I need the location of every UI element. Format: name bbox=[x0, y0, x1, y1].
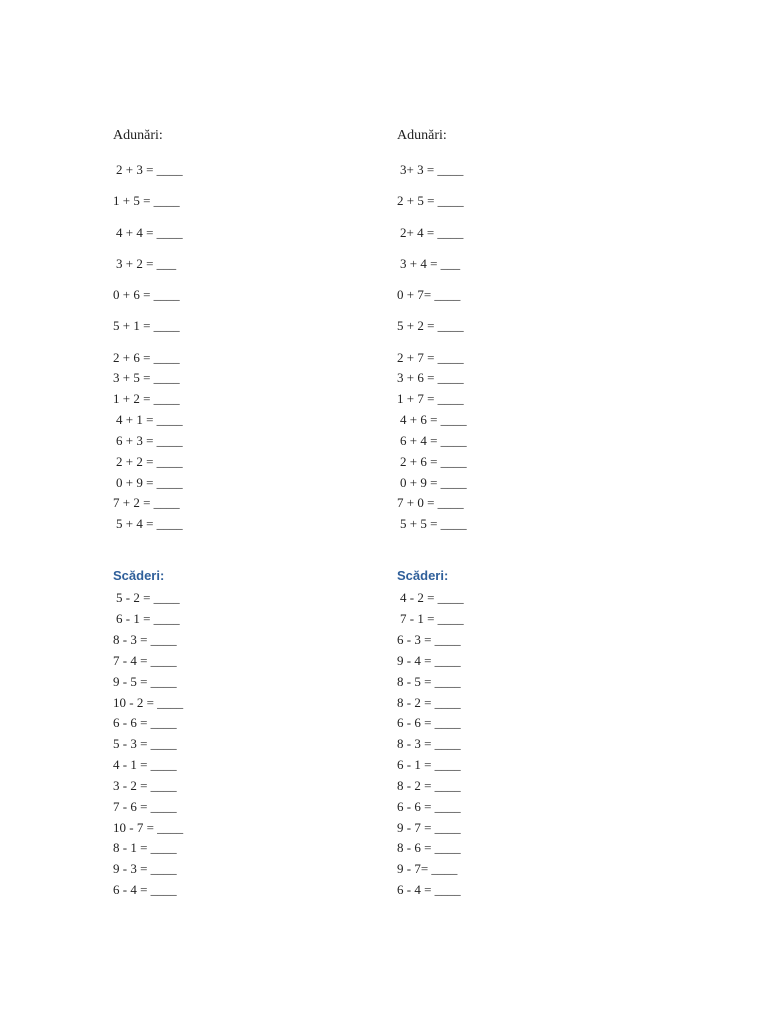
subtraction-exercise: 5 - 3 = ____ bbox=[113, 736, 177, 751]
addition-exercise: 3 + 2 = ___ bbox=[116, 256, 177, 271]
addition-heading: Adunări: bbox=[397, 128, 447, 143]
addition-exercise: 2 + 6 = ____ bbox=[400, 454, 467, 469]
addition-exercise: 3 + 4 = ___ bbox=[400, 256, 461, 271]
subtraction-exercise: 4 - 1 = ____ bbox=[113, 757, 177, 772]
addition-exercise: 0 + 9 = ____ bbox=[400, 475, 467, 490]
addition-exercise: 6 + 3 = ____ bbox=[116, 433, 183, 448]
subtraction-exercise: 3 - 2 = ____ bbox=[113, 778, 177, 793]
subtraction-exercise: 7 - 6 = ____ bbox=[113, 799, 177, 814]
subtraction-exercise: 9 - 4 = ____ bbox=[397, 653, 461, 668]
addition-exercise: 4 + 1 = ____ bbox=[116, 412, 183, 427]
subtraction-exercise: 7 - 4 = ____ bbox=[113, 653, 177, 668]
subtraction-exercise: 6 - 4 = ____ bbox=[113, 882, 177, 897]
subtraction-exercise: 6 - 6 = ____ bbox=[113, 715, 177, 730]
left-column bbox=[113, 0, 373, 1024]
subtraction-exercise: 6 - 6 = ____ bbox=[397, 799, 461, 814]
addition-exercise: 2 + 2 = ____ bbox=[116, 454, 183, 469]
addition-exercise: 4 + 6 = ____ bbox=[400, 412, 467, 427]
subtraction-exercise: 8 - 2 = ____ bbox=[397, 778, 461, 793]
subtraction-exercise: 6 - 6 = ____ bbox=[397, 715, 461, 730]
subtraction-exercise: 9 - 3 = ____ bbox=[113, 861, 177, 876]
subtraction-exercise: 5 - 2 = ____ bbox=[116, 590, 180, 605]
addition-exercise: 5 + 5 = ____ bbox=[400, 516, 467, 531]
addition-exercise: 2 + 5 = ____ bbox=[397, 193, 464, 208]
subtraction-exercise: 9 - 5 = ____ bbox=[113, 674, 177, 689]
addition-exercise: 2 + 7 = ____ bbox=[397, 350, 464, 365]
addition-exercise: 2+ 4 = ____ bbox=[400, 225, 464, 240]
addition-exercise: 3 + 6 = ____ bbox=[397, 370, 464, 385]
subtraction-exercise: 9 - 7 = ____ bbox=[397, 820, 461, 835]
addition-exercise: 5 + 1 = ____ bbox=[113, 318, 180, 333]
addition-exercise: 7 + 2 = ____ bbox=[113, 495, 180, 510]
subtraction-exercise: 6 - 1 = ____ bbox=[116, 611, 180, 626]
addition-exercise: 7 + 0 = ____ bbox=[397, 495, 464, 510]
subtraction-exercise: 8 - 2 = ____ bbox=[397, 695, 461, 710]
subtraction-exercise: 4 - 2 = ____ bbox=[400, 590, 464, 605]
subtraction-heading: Scăderi: bbox=[397, 568, 449, 583]
addition-heading: Adunări: bbox=[113, 128, 163, 143]
addition-exercise: 5 + 4 = ____ bbox=[116, 516, 183, 531]
addition-exercise: 3+ 3 = ____ bbox=[400, 162, 464, 177]
addition-exercise: 3 + 5 = ____ bbox=[113, 370, 180, 385]
subtraction-exercise: 6 - 1 = ____ bbox=[397, 757, 461, 772]
addition-exercise: 1 + 7 = ____ bbox=[397, 391, 464, 406]
subtraction-exercise: 6 - 4 = ____ bbox=[397, 882, 461, 897]
addition-exercise: 0 + 7= ____ bbox=[397, 287, 461, 302]
subtraction-exercise: 6 - 3 = ____ bbox=[397, 632, 461, 647]
subtraction-exercise: 9 - 7= ____ bbox=[397, 861, 458, 876]
addition-exercise: 4 + 4 = ____ bbox=[116, 225, 183, 240]
addition-exercise: 2 + 3 = ____ bbox=[116, 162, 183, 177]
addition-exercise: 5 + 2 = ____ bbox=[397, 318, 464, 333]
subtraction-exercise: 8 - 6 = ____ bbox=[397, 840, 461, 855]
subtraction-exercise: 8 - 3 = ____ bbox=[397, 736, 461, 751]
addition-exercise: 0 + 6 = ____ bbox=[113, 287, 180, 302]
subtraction-exercise: 10 - 2 = ____ bbox=[113, 695, 184, 710]
addition-exercise: 6 + 4 = ____ bbox=[400, 433, 467, 448]
subtraction-exercise: 10 - 7 = ____ bbox=[113, 820, 184, 835]
addition-exercise: 1 + 5 = ____ bbox=[113, 193, 180, 208]
subtraction-exercise: 8 - 3 = ____ bbox=[113, 632, 177, 647]
subtraction-exercise: 8 - 1 = ____ bbox=[113, 840, 177, 855]
addition-exercise: 0 + 9 = ____ bbox=[116, 475, 183, 490]
right-column bbox=[397, 0, 657, 1024]
subtraction-exercise: 8 - 5 = ____ bbox=[397, 674, 461, 689]
subtraction-heading: Scăderi: bbox=[113, 568, 165, 583]
addition-exercise: 2 + 6 = ____ bbox=[113, 350, 180, 365]
subtraction-exercise: 7 - 1 = ____ bbox=[400, 611, 464, 626]
addition-exercise: 1 + 2 = ____ bbox=[113, 391, 180, 406]
